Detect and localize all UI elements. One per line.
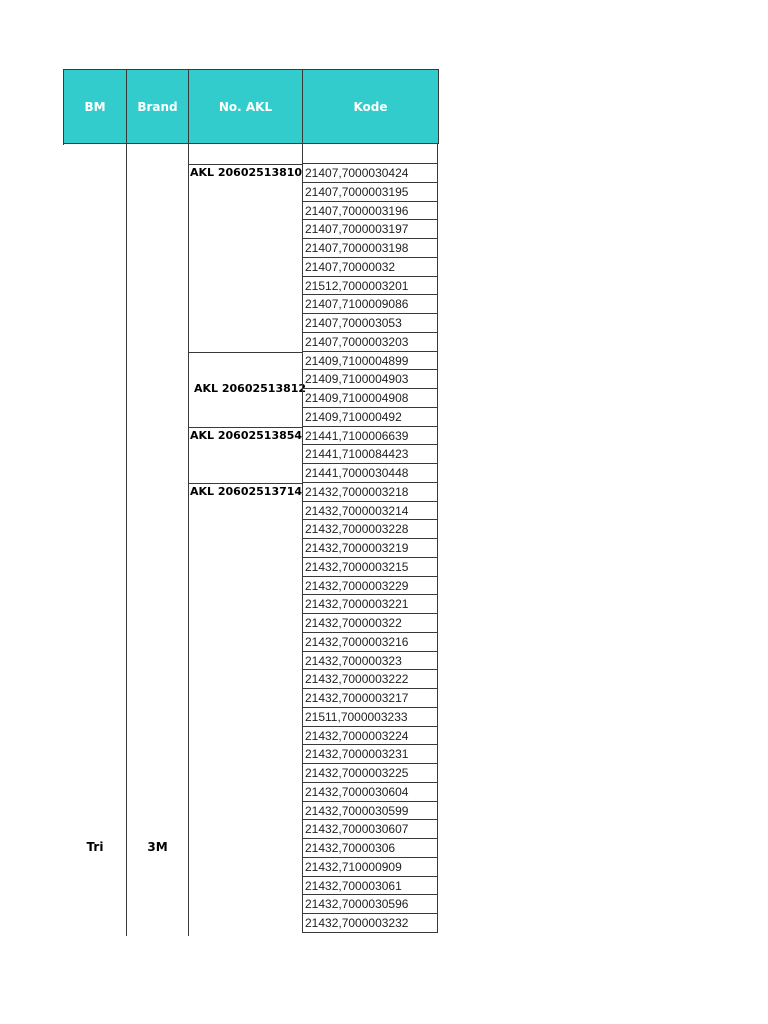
kode-cell[interactable]: 21432,7000003219 bbox=[302, 539, 438, 558]
kode-cell[interactable]: 21511,7000003233 bbox=[302, 708, 438, 727]
kode-cell[interactable]: 21432,7000003225 bbox=[302, 764, 438, 783]
kode-cell[interactable]: 21407,7000003198 bbox=[302, 239, 438, 258]
header-bm[interactable]: BM bbox=[63, 69, 127, 144]
kode-cell[interactable]: 21407,7000003203 bbox=[302, 333, 438, 352]
akl-group-border bbox=[188, 164, 302, 165]
kode-cell[interactable]: 21409,7100004908 bbox=[302, 389, 438, 408]
kode-cell[interactable]: 21432,7000030604 bbox=[302, 783, 438, 802]
header-kode[interactable]: Kode bbox=[302, 69, 439, 144]
kode-cell[interactable]: 21409,7100004903 bbox=[302, 370, 438, 389]
header-no-akl[interactable]: No. AKL bbox=[188, 69, 303, 144]
kode-cell[interactable]: 21432,7000003216 bbox=[302, 633, 438, 652]
kode-cell[interactable]: 21432,7000030599 bbox=[302, 802, 438, 820]
column-border-bm-brand bbox=[126, 144, 127, 936]
kode-cell[interactable]: 21407,70000032 bbox=[302, 258, 438, 277]
kode-cell[interactable]: 21432,7000003218 bbox=[302, 483, 438, 502]
kode-cell[interactable]: 21432,7000003221 bbox=[302, 595, 438, 614]
header-brand[interactable]: Brand bbox=[126, 69, 189, 144]
bm-value[interactable]: Tri bbox=[86, 840, 104, 854]
kode-cell[interactable]: 21432,7000003217 bbox=[302, 689, 438, 708]
kode-cell[interactable]: 21512,7000003201 bbox=[302, 277, 438, 295]
akl-number[interactable]: AKL 20602513714 bbox=[190, 485, 303, 498]
kode-cell[interactable]: 21409,710000492 bbox=[302, 408, 438, 427]
kode-cell[interactable]: 21432,7000003228 bbox=[302, 520, 438, 539]
kode-cell[interactable]: 21432,700000323 bbox=[302, 652, 438, 670]
kode-cell[interactable]: 21441,7000030448 bbox=[302, 464, 438, 483]
kode-cell[interactable]: 21432,7000003231 bbox=[302, 745, 438, 764]
akl-number[interactable]: AKL 20602513812 bbox=[194, 382, 307, 395]
kode-cell[interactable]: 21441,7100006639 bbox=[302, 427, 438, 445]
akl-group-border bbox=[188, 427, 302, 428]
kode-cell[interactable]: 21432,7000003215 bbox=[302, 558, 438, 577]
kode-blank-cell[interactable] bbox=[302, 144, 438, 164]
akl-number[interactable]: AKL 20602513810 bbox=[190, 166, 303, 179]
akl-group-border bbox=[188, 352, 302, 353]
kode-cell[interactable]: 21407,700003053 bbox=[302, 314, 438, 333]
kode-cell[interactable]: 21432,7000003214 bbox=[302, 502, 438, 520]
kode-cell[interactable]: 21432,7000003222 bbox=[302, 670, 438, 689]
column-border-brand-akl bbox=[188, 144, 189, 936]
column-border-left bbox=[63, 144, 64, 145]
brand-value[interactable]: 3M bbox=[147, 840, 168, 854]
kode-cell[interactable]: 21432,700000322 bbox=[302, 614, 438, 633]
kode-cell[interactable]: 21432,710000909 bbox=[302, 858, 438, 877]
kode-cell[interactable]: 21432,7000003229 bbox=[302, 577, 438, 595]
kode-cell[interactable]: 21407,7000030424 bbox=[302, 164, 438, 183]
kode-cell[interactable]: 21432,7000003224 bbox=[302, 727, 438, 745]
kode-cell[interactable]: 21409,7100004899 bbox=[302, 352, 438, 370]
kode-cell[interactable]: 21432,7000030596 bbox=[302, 895, 438, 914]
kode-cell[interactable]: 21441,7100084423 bbox=[302, 445, 438, 464]
kode-cell[interactable]: 21407,7000003196 bbox=[302, 202, 438, 220]
kode-cell[interactable]: 21407,7000003197 bbox=[302, 220, 438, 239]
akl-group-border bbox=[188, 483, 302, 484]
kode-cell[interactable]: 21407,7000003195 bbox=[302, 183, 438, 202]
kode-cell[interactable]: 21432,7000003232 bbox=[302, 914, 438, 933]
kode-cell[interactable]: 21432,700003061 bbox=[302, 877, 438, 895]
kode-cell[interactable]: 21407,7100009086 bbox=[302, 295, 438, 314]
kode-cell[interactable]: 21432,7000030607 bbox=[302, 820, 438, 839]
akl-number[interactable]: AKL 20602513854 bbox=[190, 429, 303, 442]
kode-cell[interactable]: 21432,70000306 bbox=[302, 839, 438, 858]
